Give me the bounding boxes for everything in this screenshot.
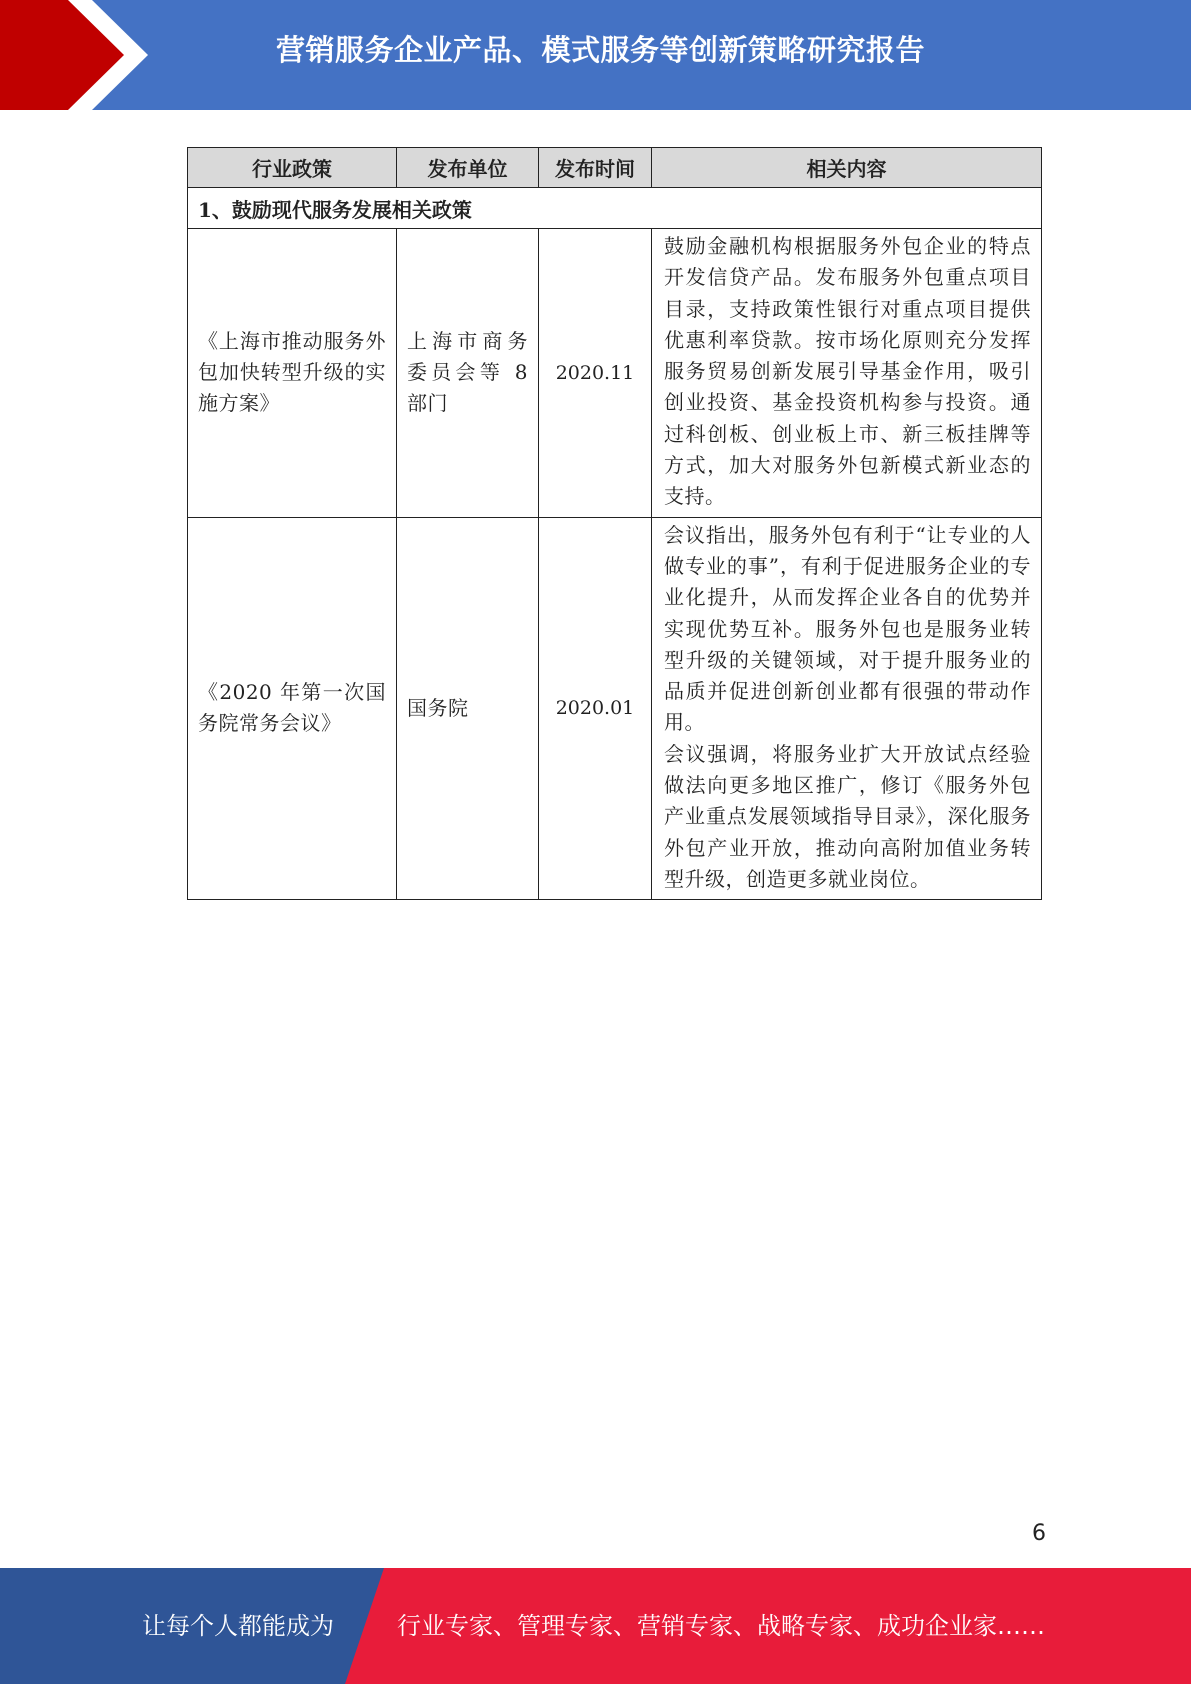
table-section-row [188, 188, 1042, 229]
footer-slogan-left: 让每个人都能成为 [142, 1612, 334, 1640]
content-paragraph: 鼓励金融机构根据服务外包企业的特点开发信贷产品。发布服务外包重点项目目录，支持政策性银行对重点项目提供优惠利率贷款。按市场化原则充分发挥服务贸易创新发展引导基金作用，吸引创业投资、基金投资机构参与投资。通过科创板、创业板上市、新三板挂牌等方式，加大对服务外包新模式新业态的支持。 [664, 234, 1031, 509]
header-chevron-decoration [0, 0, 160, 110]
column-header-unit: 发布单位 [397, 148, 539, 188]
page-number: 6 [1032, 1521, 1046, 1546]
column-header-content: 相关内容 [652, 148, 1042, 188]
publisher-cell: 上海市商务委员会等 8 部门 [397, 229, 539, 518]
page-header [0, 0, 1191, 110]
publish-date-cell: 2020.01 [539, 517, 652, 900]
content-cell [652, 229, 1042, 518]
policy-name-cell: 《上海市推动服务外包加快转型升级的实施方案》 [188, 229, 397, 518]
content-paragraph: 会议强调，将服务业扩大开放试点经验做法向更多地区推广，修订《服务外包产业重点发展领域指导目录》，深化服务外包产业开放，推动向高附加值业务转型升级，创造更多就业岗位。 [664, 741, 1031, 891]
policy-table [187, 147, 1042, 900]
column-header-policy: 行业政策 [188, 148, 397, 188]
report-title: 营销服务企业产品、模式服务等创新策略研究报告 [275, 33, 925, 67]
page-footer [0, 1568, 1191, 1684]
table-row [188, 229, 1042, 518]
content-paragraph: 会议指出，服务外包有利于“让专业的人做专业的事”，有利于促进服务企业的专业化提升，从而发挥企业各自的优势并实现优势互补。服务外包也是服务业转型升级的关键领域，对于提升服务业的品质并促进创新创业都有很强的带动作用。 [664, 522, 1031, 735]
publish-date-cell: 2020.11 [539, 229, 652, 518]
content-cell [652, 517, 1042, 900]
publisher-cell: 国务院 [397, 517, 539, 900]
column-header-date: 发布时间 [539, 148, 652, 188]
table-row [188, 517, 1042, 900]
footer-slogan-right: 行业专家、管理专家、营销专家、战略专家、成功企业家…… [397, 1612, 1045, 1640]
table-header-row [188, 148, 1042, 188]
policy-name-cell: 《2020 年第一次国务院常务会议》 [188, 517, 397, 900]
section-title: 1、鼓励现代服务发展相关政策 [188, 188, 1042, 229]
